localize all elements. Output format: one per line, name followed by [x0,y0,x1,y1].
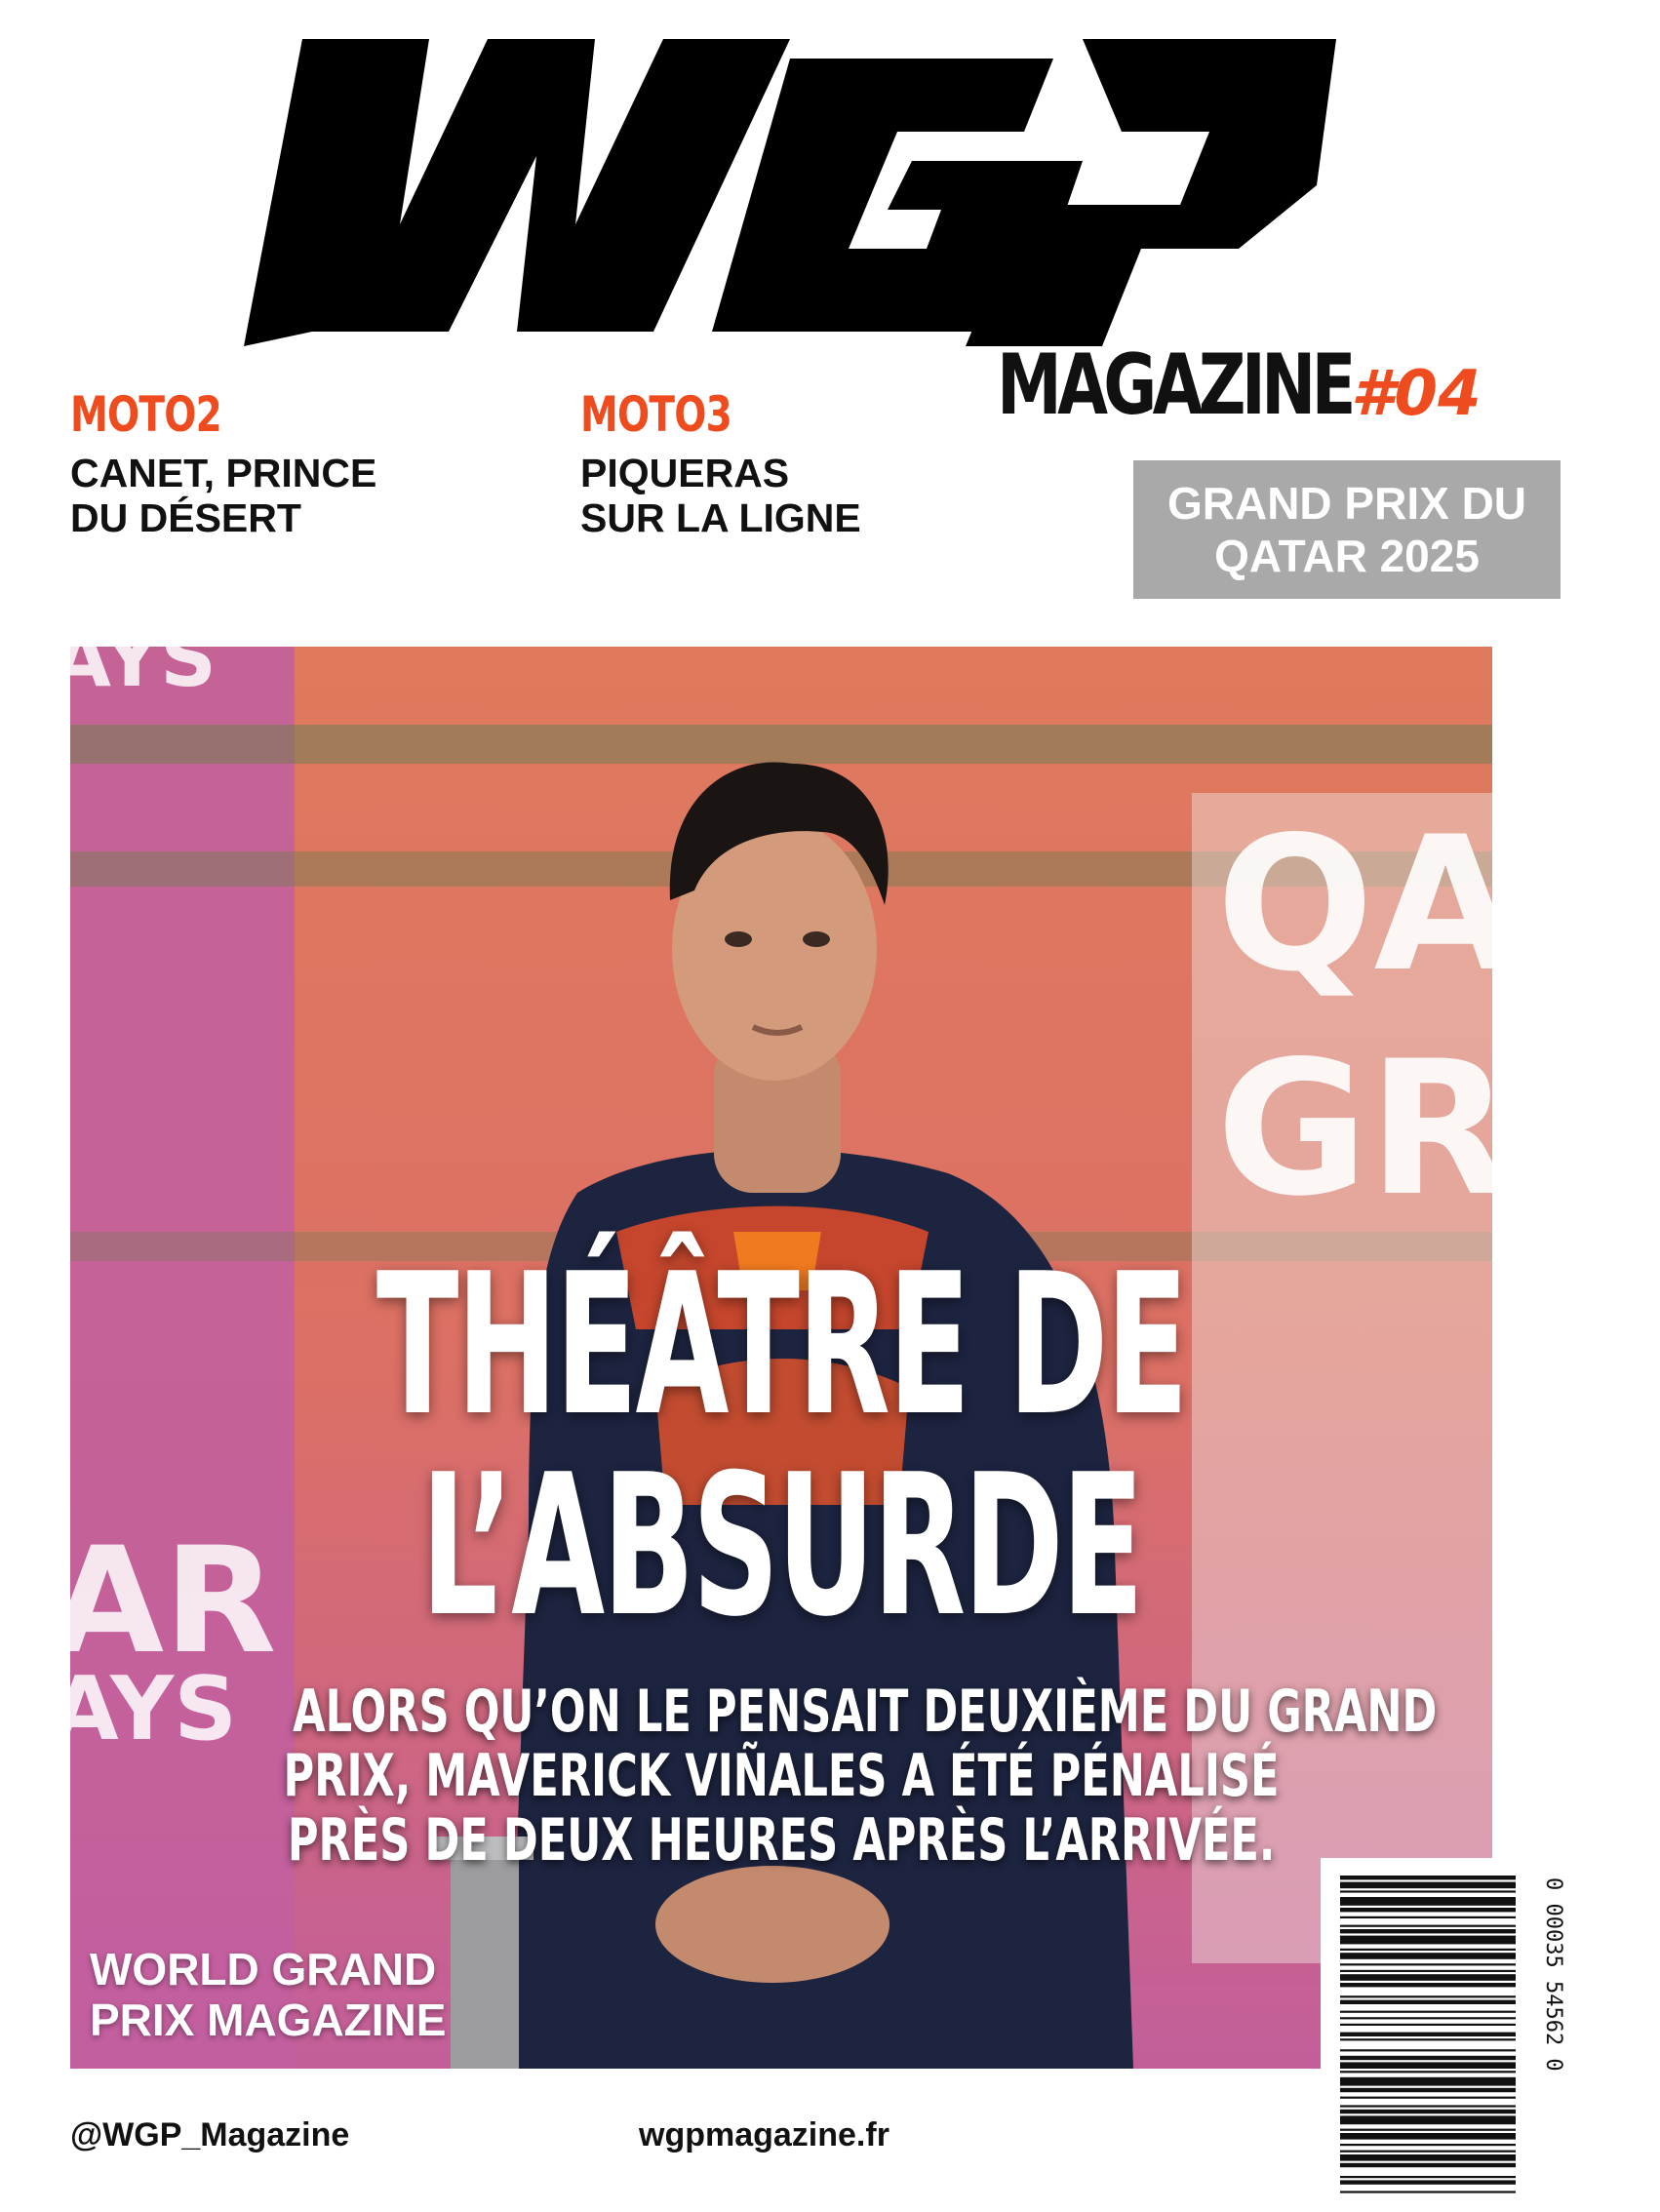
subtitle-line3: PRÈS DE DEUX HEURES APRÈS L’ARRIVÉE. [287,1806,1276,1875]
wgp-logo [244,39,1336,346]
bg-text-ays: AYS [51,613,217,704]
headline-line1: THÉÂTRE DE [375,1232,1187,1459]
barcode [1321,1858,1565,2207]
teaser-moto3 [580,386,861,540]
subtitle-line2: PRIX, MAVERICK VIÑALES A ÉTÉ PÉNALISÉ [283,1742,1280,1810]
teaser-headline-line2: SUR LA LIGNE [580,495,861,540]
headline-line2: L’ABSURDE [420,1433,1142,1660]
cover-subtitle [70,1679,1492,1873]
issue-number: #04 [1351,358,1482,430]
teaser-headline-line2: DU DÉSERT [70,495,301,540]
cover-headline [70,1232,1492,1660]
bg-text-qat: QAT [1216,797,1630,1012]
bg-text-ar: AR [51,1517,277,1686]
event-line2: QATAR 2025 [1214,531,1480,581]
barcode-bars [1321,1858,1565,2207]
barcode-digits: 0 00035 54562 0 [1541,1877,1565,2072]
teaser-moto2 [70,386,377,540]
badge-line1: WORLD GRAND [90,1944,437,1995]
footer-social[interactable]: @WGP_Magazine [70,2116,350,2153]
teaser-headline-line1: CANET, PRINCE [70,451,377,495]
badge-line2: PRIX MAGAZINE [90,1995,447,2045]
teaser-category: MOTO2 [70,386,221,443]
bg-text-ays2: AYS [51,1658,238,1760]
subtitle-line1: ALORS QU’ON LE PENSAIT DEUXIÈME DU GRAND [293,1678,1438,1746]
teaser-category: MOTO3 [580,386,731,443]
teaser-headline-line1: PIQUERAS [580,451,790,495]
photo-badge [90,1944,446,2045]
footer-website[interactable]: wgpmagazine.fr [639,2116,889,2153]
magazine-wordmark: MAGAZINE [997,336,1352,434]
bg-text-gra: GRA [1216,1021,1655,1237]
event-box [1133,460,1561,599]
event-line1: GRAND PRIX DU [1166,478,1527,529]
